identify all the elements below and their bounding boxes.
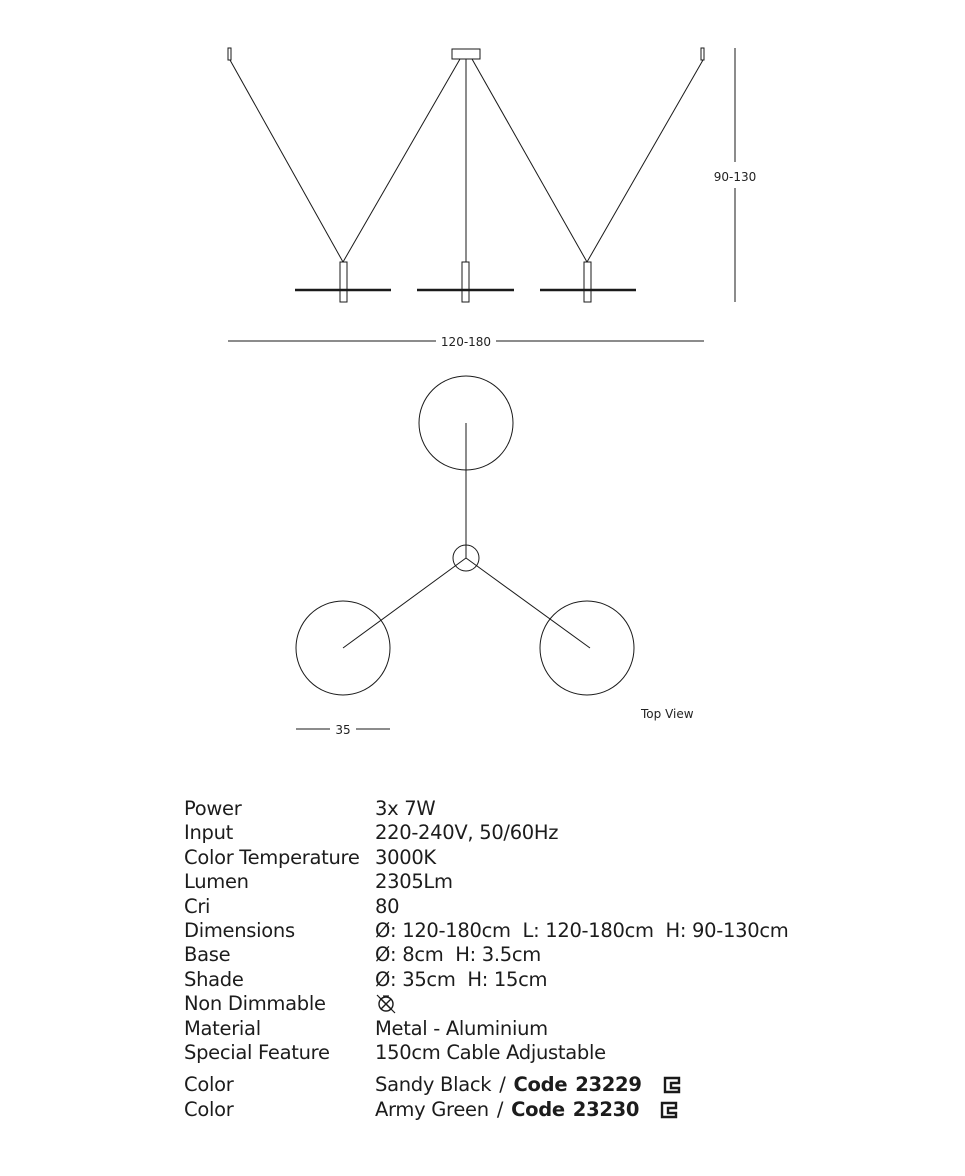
spec-label: Power — [184, 797, 242, 820]
spec-value: 80 — [375, 894, 400, 918]
spec-label: Special Feature — [184, 1040, 330, 1064]
spec-value: Ø: 8cm H: 3.5cm — [375, 943, 541, 967]
spec-row-special-feature — [184, 1041, 864, 1065]
lamp-body — [340, 262, 347, 302]
spec-value: 220-240V, 50/60Hz — [375, 821, 559, 845]
shade-label: 35 — [335, 723, 351, 737]
color-name: Army Green — [375, 1097, 489, 1121]
spec-row-material — [184, 1017, 864, 1041]
color-name: Sandy Black — [375, 1073, 492, 1097]
spec-row-shade — [184, 968, 864, 992]
color-row-sandy-black — [184, 1073, 864, 1097]
spec-label: Material — [184, 1016, 261, 1040]
spec-row-power — [184, 797, 864, 821]
code-label: Code — [511, 1097, 565, 1121]
height-label: 90-130 — [713, 170, 757, 184]
shade-circle — [540, 601, 634, 695]
arm — [466, 558, 590, 648]
spec-value: 150cm Cable Adjustable — [375, 1040, 606, 1064]
right-anchor — [701, 48, 704, 60]
product-code-icon — [662, 1075, 682, 1095]
side-view — [228, 48, 735, 341]
product-code: 23229 — [575, 1073, 642, 1097]
spec-row-non-dimmable — [184, 992, 864, 1016]
cable — [587, 60, 703, 262]
spec-label: Base — [184, 943, 231, 967]
spec-label: Lumen — [184, 870, 249, 894]
spec-label: Non Dimmable — [184, 992, 326, 1016]
spec-label: Color Temperature — [184, 845, 360, 869]
spec-label: Input — [184, 821, 233, 845]
spec-row-base — [184, 943, 864, 967]
spec-row-cri — [184, 895, 864, 919]
separator: / — [496, 1097, 504, 1121]
spec-row-lumen — [184, 870, 864, 894]
spec-value — [375, 992, 397, 1016]
cable — [343, 59, 460, 262]
spec-value: 2305Lm — [375, 870, 453, 894]
spec-value: 3x 7W — [375, 797, 436, 820]
spec-label: Cri — [184, 894, 211, 918]
product-code-icon — [659, 1100, 679, 1120]
code-label: Code — [513, 1073, 568, 1097]
spec-row-input — [184, 821, 864, 845]
lamp-body — [462, 262, 469, 302]
cable — [230, 60, 343, 262]
spec-row-dimensions — [184, 919, 864, 943]
top-view — [296, 376, 634, 729]
spec-value: Ø: 35cm H: 15cm — [375, 967, 548, 991]
left-anchor — [228, 48, 231, 60]
top-view-label: Top View — [641, 707, 694, 721]
color-label: Color — [184, 1073, 234, 1097]
color-row-army-green — [184, 1098, 864, 1122]
ceiling-base — [452, 49, 480, 59]
arm — [343, 558, 466, 648]
spec-value: 3000K — [375, 845, 436, 869]
spec-label: Shade — [184, 967, 244, 991]
spec-value: Ø: 120-180cm L: 120-180cm H: 90-130cm — [375, 918, 789, 942]
product-code: 23230 — [572, 1097, 640, 1121]
spec-table — [184, 797, 864, 1122]
separator: / — [499, 1073, 506, 1097]
width-label: 120-180 — [440, 335, 492, 349]
cable — [472, 59, 587, 262]
spec-label: Dimensions — [184, 918, 295, 942]
non-dimmable-icon — [375, 993, 397, 1015]
color-label: Color — [184, 1097, 234, 1121]
spec-value: Metal - Aluminium — [375, 1016, 548, 1040]
spec-row-color-temperature — [184, 846, 864, 870]
lamp-body — [584, 262, 591, 302]
